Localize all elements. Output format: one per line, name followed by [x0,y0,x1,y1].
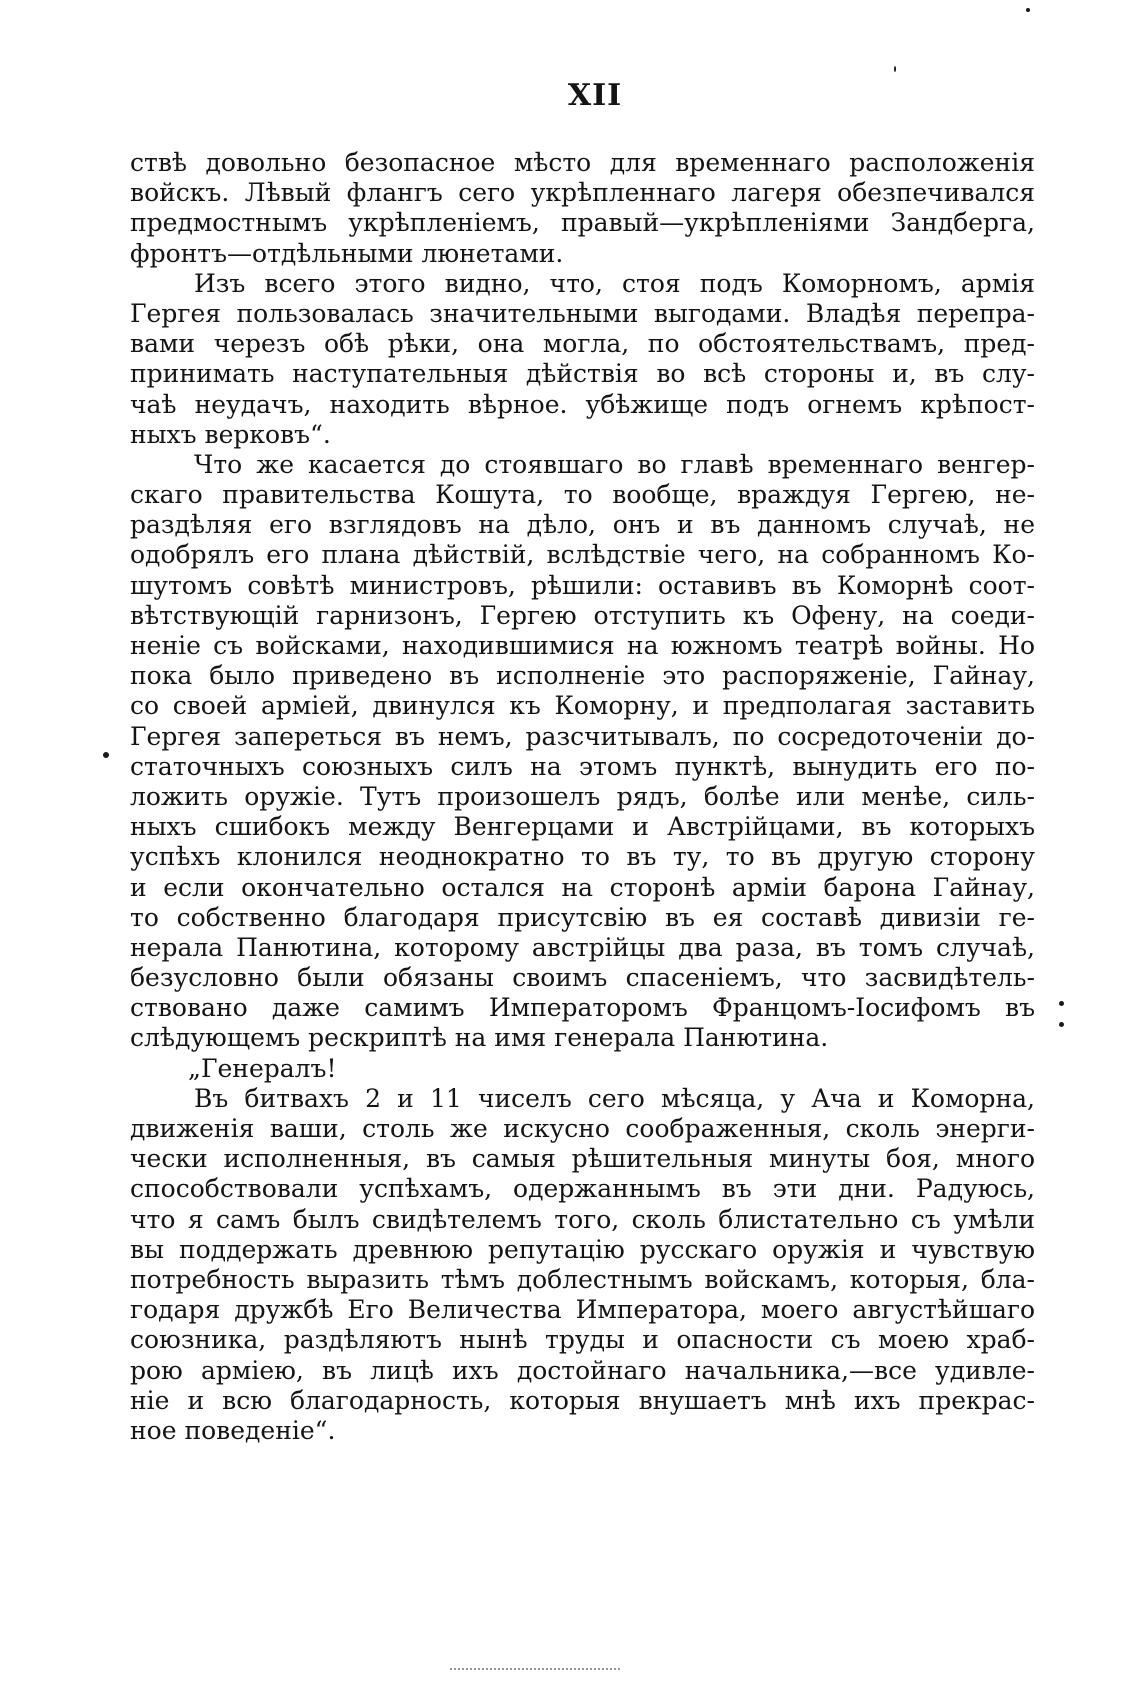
text-line: способствовали успѣхамъ, одержаннымъ въ эти дни. Радуюсь, [130,1174,1035,1204]
text-line: ное поведеніе“. [130,1415,336,1445]
paragraph-start-line: Изъ всего этого видно, что, стоя подъ Коморномъ, армія [194,268,1035,298]
text-line: раздѣляя его взглядовъ на дѣло, онъ и въ данномъ случаѣ, не [130,510,1035,540]
text-line: ствѣ довольно безопасное мѣсто для временнаго расположенія [130,148,1035,177]
text-line: потребность выразить тѣмъ доблестнымъ войскамъ, которыя, бла- [130,1264,1035,1294]
margin-dot-mark [1059,1001,1064,1006]
salutation-line: „Генералъ! [188,1053,337,1083]
text-line: Гергея запереться въ немъ, разсчитывалъ, по сосредоточеніи до- [130,721,1035,751]
paragraph-start-line: Въ битвахъ 2 и 11 чиселъ сего мѣсяца, у Ача и Коморна, [194,1083,1035,1113]
text-line: ложить оружіе. Тутъ произошелъ рядъ, болѣе или менѣе, силь- [130,781,1035,811]
text-line: движенія ваши, столь же искусно соображенныя, сколь энерги- [130,1114,1035,1143]
text-line: вѣтствующій гарнизонъ, Гергею отступить къ Офену, на соеди- [130,600,1035,630]
text-line: что я самъ былъ свидѣтелемъ того, сколь блистательно съ умѣли [130,1204,1035,1234]
text-line: нерала Панютина, которому австрійцы два раза, въ томъ случаѣ, [130,932,1035,962]
text-line: войскъ. Лѣвый флангъ сего укрѣпленнаго лагеря обезпечивался [130,178,1035,208]
text-line: одобрялъ его плана дѣйствій, вслѣдствіе чего, на собранномъ Ко- [130,540,1035,570]
text-line: принимать наступательныя дѣйствія во всѣ стороны и, въ слу- [130,359,1035,389]
text-line: статочныхъ союзныхъ силъ на этомъ пунктѣ, вынудить его по- [130,751,1035,781]
margin-dot-mark [1059,1022,1064,1027]
text-line: предмостнымъ укрѣпленіемъ, правый—укрѣпленіями Зандберга, [130,208,1035,238]
margin-dot-mark [103,752,109,758]
text-line: ствовано даже самимъ Императоромъ Францомъ-Іосифомъ въ [130,993,1035,1023]
text-line: чески исполненныя, въ самыя рѣшительныя минуты боя, много [130,1144,1035,1174]
text-line: ныхъ верковъ“. [130,419,331,449]
scan-speck [894,66,896,72]
body-text [130,148,1035,1446]
text-line: то собственно благодаря присутсвію въ ея составѣ дивизіи ге- [130,902,1035,932]
text-line: скаго правительства Кошута, то вообще, враждуя Гергею, не- [130,480,1035,510]
text-line: союзника, раздѣляютъ нынѣ труды и опасности съ моею храб- [130,1325,1035,1355]
text-line: неніе съ войсками, находившимися на южномъ театрѣ войны. Но [130,631,1035,660]
text-line: вы поддержать древнюю репутацію русскаго оружія и чувствую [130,1234,1035,1264]
text-line: со своей арміей, двинулся къ Коморну, и предполагая заставить [130,691,1035,721]
text-line: и если окончательно остался на сторонѣ арміи барона Гайнау, [130,872,1035,902]
text-line: Гергея пользовалась значительными выгодами. Владѣя перепра- [130,298,1035,328]
paragraph-start-line: Что же касается до стоявшаго во главѣ временнаго венгер- [194,449,1035,479]
text-line: ніе и всю благодарность, которыя внушаетъ мнѣ ихъ прекрас- [130,1385,1035,1415]
page-number: XII [567,78,623,113]
text-line: годаря дружбѣ Его Величества Императора, моего августѣйшаго [130,1295,1035,1325]
footer-print-smudge [450,1668,620,1676]
text-line: вами черезъ обѣ рѣки, она могла, по обстоятельствамъ, пред- [130,329,1035,359]
text-line: пока было приведено въ исполненіе это распоряженіе, Гайнау, [130,661,1035,691]
text-line: чаѣ неудачъ, находить вѣрное. убѣжище подъ огнемъ крѣпост- [130,389,1035,419]
text-line: ныхъ сшибокъ между Венгерцами и Австрійцами, въ которыхъ [130,812,1035,842]
scan-speck [1026,8,1030,12]
text-line: слѣдующемъ рескриптѣ на имя генерала Панютина. [130,1023,829,1053]
text-line: безусловно были обязаны своимъ спасеніемъ, что засвидѣтель- [130,963,1035,993]
text-line: успѣхъ клонился неоднократно то въ ту, то въ другую сторону [130,842,1035,872]
text-line: рою арміею, въ лицѣ ихъ достойнаго начальника,—все удивле- [130,1355,1035,1385]
text-line: фронтъ—отдѣльными люнетами. [130,238,564,268]
text-line: шутомъ совѣтѣ министровъ, рѣшили: оставивъ въ Коморнѣ соот- [130,570,1035,600]
